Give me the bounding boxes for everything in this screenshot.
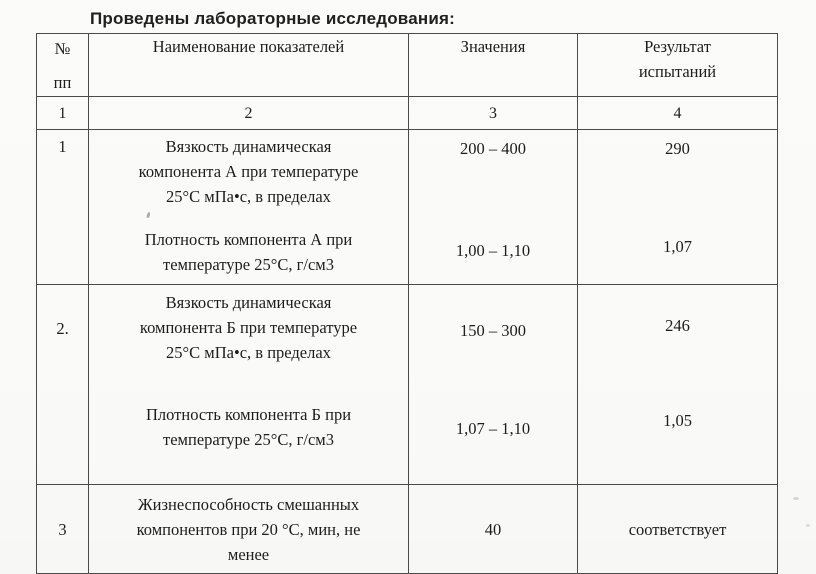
- result-pot-life: соответствует: [628, 519, 727, 539]
- result-cell: [578, 485, 778, 574]
- result-cell: [578, 285, 778, 485]
- result-viscosity-b: 246: [665, 316, 690, 335]
- header-cell-test-result: [578, 34, 778, 97]
- row-number: 3: [37, 485, 89, 574]
- column-index-row: [37, 97, 778, 130]
- table-row-component-b: [37, 285, 778, 485]
- indicator-name-cell: [89, 485, 409, 574]
- column-index-2: 2: [89, 97, 409, 130]
- indicator-name-cell: [89, 130, 409, 285]
- table-row-component-a: [37, 130, 778, 285]
- scan-artifact: [793, 497, 799, 500]
- value-cell: [409, 485, 578, 574]
- value-viscosity-b: 150 – 300: [460, 321, 526, 340]
- header-cell-indicator-name: Наименование показателей: [89, 34, 409, 97]
- row-number: 1: [37, 130, 89, 285]
- indicator-density-a: Плотность компонента А при температуре 25°С, г/см3: [144, 230, 353, 274]
- header-cell-number: [37, 34, 89, 97]
- lab-results-table: [36, 33, 778, 574]
- column-index-4: 4: [578, 97, 778, 130]
- row-number: 2.: [37, 285, 89, 485]
- table-header-row: [37, 34, 778, 97]
- value-density-b: 1,07 – 1,10: [455, 419, 531, 438]
- header-result-line2: испытаний: [638, 62, 717, 81]
- value-density-a: 1,00 – 1,10: [455, 241, 531, 260]
- indicator-viscosity-a: Вязкость динамическая компонента А при температуре 25°С мПа•с, в пределах: [138, 137, 359, 206]
- result-viscosity-a: 290: [665, 139, 690, 158]
- indicator-viscosity-b: Вязкость динамическая компонента Б при температуре 25°С мПа•с, в пределах: [139, 293, 358, 362]
- value-cell: [409, 130, 578, 285]
- indicator-name-cell: [89, 285, 409, 485]
- column-index-1: 1: [37, 97, 89, 130]
- column-index-3: 3: [409, 97, 578, 130]
- result-density-a: 1,07: [663, 237, 692, 256]
- value-pot-life: 40: [484, 519, 502, 539]
- header-cell-values: Значения: [409, 34, 578, 97]
- page-title: Проведены лабораторные исследования:: [90, 9, 455, 28]
- table-row-pot-life: [37, 485, 778, 574]
- value-viscosity-a: 200 – 400: [460, 139, 526, 158]
- scan-artifact: [806, 524, 810, 527]
- result-cell: [578, 130, 778, 285]
- indicator-density-b: Плотность компонента Б при температуре 25°С, г/см3: [145, 405, 352, 449]
- value-cell: [409, 285, 578, 485]
- result-density-b: 1,05: [663, 411, 692, 430]
- indicator-pot-life: Жизнеспособность смешанных компонентов при 20 °С, мин, не менее: [136, 494, 361, 564]
- header-result-line1: Результат: [644, 37, 711, 56]
- header-no-label: №: [54, 39, 71, 58]
- header-pp-label: пп: [53, 73, 72, 92]
